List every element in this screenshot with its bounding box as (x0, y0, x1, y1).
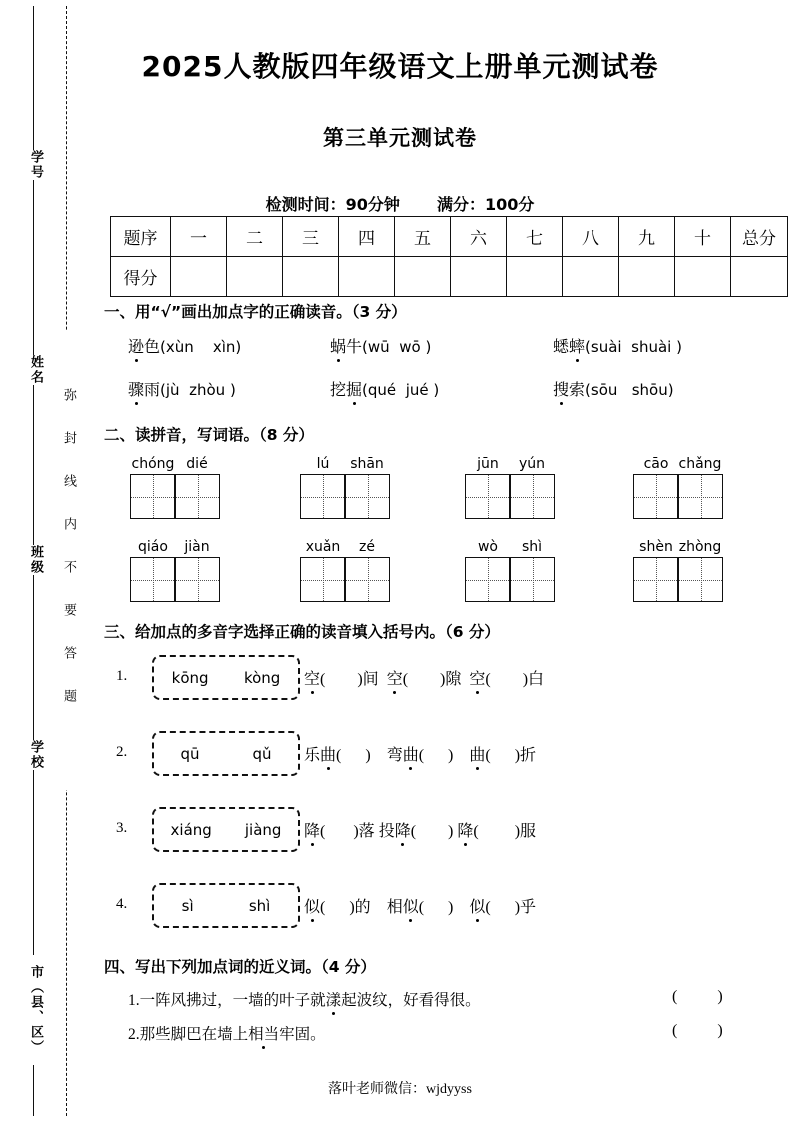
q1-pinyin-b-4[interactable]: zhòu (189, 381, 226, 399)
q3-post-2-3: 折 (520, 747, 537, 764)
q1-pinyin-a-1[interactable]: xùn (165, 338, 194, 356)
field-student-id: 学号 (25, 150, 42, 180)
q1-word-pre-5: 挖 (330, 382, 347, 399)
tianzige-cell[interactable] (633, 474, 678, 519)
q2-grid-1[interactable] (130, 474, 220, 519)
score-col-total: 总分 (731, 217, 788, 257)
q3-item-1-1[interactable]: 空( )间 (304, 666, 379, 689)
q3-dot-3-1: 降 (304, 818, 320, 841)
q2-syl-5b: jiàn (184, 539, 210, 555)
q1-dot-char-5: 掘 (346, 377, 362, 400)
score-col-2: 二 (227, 217, 283, 257)
section-2-heading: 二、读拼音，写词语。（8 分） (104, 426, 314, 444)
q2-word-3[interactable] (465, 455, 555, 519)
q1-pinyin-a-2[interactable]: wū (367, 338, 390, 356)
footer-wechat-id: wjdyyss (426, 1082, 472, 1097)
score-cell-7[interactable] (507, 257, 563, 297)
q3-options-2[interactable] (152, 731, 300, 776)
score-col-10: 十 (675, 217, 731, 257)
q3-post-1-3: 白 (528, 671, 545, 688)
q3-post-1-1: 间 (362, 671, 379, 688)
q3-options-1[interactable] (152, 655, 300, 700)
q2-word-6[interactable] (300, 538, 390, 602)
q3-post-1-2: 隙 (445, 671, 462, 688)
q2-syl-4b: chǎng (678, 456, 722, 472)
q1-word-pre-3: 蟋 (553, 339, 570, 356)
q2-pinyin-1 (130, 455, 220, 474)
score-col-3: 三 (283, 217, 339, 257)
q2-syl-4a: cāo (643, 456, 669, 472)
q3-items-4 (304, 894, 536, 917)
q3-item-2-2[interactable]: 弯曲( ) (387, 742, 454, 765)
q2-syl-1a: chóng (131, 456, 175, 472)
q4-dot-2: 相当 (248, 1022, 279, 1044)
q1-dot-char-3: 蟀 (569, 334, 585, 357)
q4-pre-1: 一阵风拂过，一墙的叶子就 (139, 992, 326, 1009)
footer-label: 落叶老师微信： (328, 1082, 427, 1097)
score-col-8: 八 (563, 217, 619, 257)
q1-item-2[interactable]: 蜗牛(wū wō ) (330, 334, 431, 357)
q3-pre-2-1: 乐 (304, 747, 321, 764)
q3-num-1: 1. (116, 668, 128, 684)
q4-answer-2[interactable]: ( ) (672, 1022, 723, 1039)
q3-post-3-1: 落 (358, 823, 375, 840)
q3-item-4-2[interactable]: 相似( ) (387, 894, 454, 917)
q2-syl-2b: shān (350, 456, 384, 472)
footer (0, 1078, 800, 1098)
q2-syl-7b: shì (521, 539, 543, 555)
q1-item-4[interactable]: 骤雨(jù zhòu ) (128, 377, 236, 400)
seal-line-text: 弥封线内不要答题 (58, 330, 75, 790)
score-col-6: 六 (451, 217, 507, 257)
field-school: 学校 (25, 740, 42, 770)
q1-item-3[interactable]: 蟋蟀(suài shuài ) (553, 334, 682, 357)
q3-dot-2-1: 曲 (320, 742, 336, 765)
q3-option-a-1[interactable]: kōng (171, 668, 209, 687)
q1-dot-char-2: 蜗 (330, 334, 346, 357)
tianzige-cell[interactable] (465, 557, 510, 602)
q2-pinyin-5 (130, 538, 220, 557)
q4-post-1: 起波纹，好看得很。 (341, 992, 481, 1009)
q3-items-3 (304, 818, 536, 841)
q3-item-2-3[interactable]: 曲( )折 (469, 742, 536, 765)
q2-grid-8[interactable] (633, 557, 723, 602)
section-3-heading: 三、给加点的多音字选择正确的读音填入括号内。（6 分） (104, 623, 500, 641)
q3-num-4: 4. (116, 896, 128, 912)
q3-dot-2-2: 曲 (403, 742, 419, 765)
score-table (110, 216, 788, 297)
score-cell-3[interactable] (283, 257, 339, 297)
score-cell-8[interactable] (563, 257, 619, 297)
q3-item-3-1[interactable]: 降( )落 (304, 818, 375, 841)
q3-dot-4-3: 似 (469, 894, 485, 917)
binding-margin (0, 0, 100, 1122)
q1-pinyin-a-3[interactable]: suài (590, 338, 622, 356)
q3-option-b-3[interactable]: jiàng (244, 820, 282, 839)
q2-syl-8b: zhòng (678, 539, 722, 555)
q2-grid-5[interactable] (130, 557, 220, 602)
q2-syl-8a: shèn (639, 539, 673, 555)
q1-item-5[interactable]: 挖掘(qué jué ) (330, 377, 439, 400)
q1-pinyin-b-2[interactable]: wō (399, 338, 421, 356)
tianzige-cell[interactable] (678, 557, 723, 602)
q3-options-3[interactable] (152, 807, 300, 852)
q1-word-rest-4: 雨 (144, 382, 161, 399)
q3-dot-3-3: 降 (457, 818, 473, 841)
q2-syl-7a: wò (477, 539, 498, 555)
q4-post-2: 牢固。 (279, 1026, 326, 1043)
table-row-header (111, 217, 788, 257)
q2-syl-6b: zé (359, 539, 375, 555)
q2-syl-6a: xuǎn (305, 539, 341, 555)
score-cell-6[interactable] (451, 257, 507, 297)
q1-pinyin-a-6[interactable]: sōu (590, 381, 618, 399)
q3-dot-1-2: 空 (387, 666, 403, 689)
q2-word-7[interactable] (465, 538, 555, 602)
q3-dot-1-3: 空 (469, 666, 485, 689)
q4-num-1: 1. (128, 992, 140, 1009)
q3-option-a-2[interactable]: qū (180, 744, 200, 763)
q4-pre-2: 那些脚巴在墙上 (139, 1026, 249, 1043)
score-col-4: 四 (339, 217, 395, 257)
q2-word-1[interactable] (130, 455, 220, 519)
score-col-1: 一 (171, 217, 227, 257)
score-col-9: 九 (619, 217, 675, 257)
tianzige-cell[interactable] (510, 474, 555, 519)
tianzige-cell[interactable] (465, 474, 510, 519)
q4-dot-1: 漾 (326, 988, 342, 1010)
page-title: 2025人教版四年级语文上册单元测试卷 (141, 50, 659, 83)
score-cell-10[interactable] (675, 257, 731, 297)
q2-syl-3a: jūn (477, 456, 499, 472)
q3-item-3-3[interactable]: 降( )服 (457, 818, 536, 841)
q2-word-2[interactable] (300, 455, 390, 519)
exam-total: 满分：100分 (437, 195, 535, 214)
field-name: 姓名 (25, 355, 42, 385)
field-class: 班级 (25, 545, 42, 575)
q1-word-rest-6: 索 (569, 382, 586, 399)
q3-option-a-3[interactable]: xiáng (170, 820, 212, 839)
q2-pinyin-3 (465, 455, 555, 474)
q3-num-2: 2. (116, 744, 128, 760)
tianzige-cell[interactable] (300, 474, 345, 519)
q3-items-2 (304, 742, 536, 765)
tianzige-cell[interactable] (510, 557, 555, 602)
q3-item-2-1[interactable]: 乐曲( ) (304, 742, 371, 765)
q3-num-3: 3. (116, 820, 128, 836)
q3-option-a-4[interactable]: sì (181, 896, 194, 915)
q2-pinyin-7 (465, 538, 555, 557)
q1-pinyin-b-1[interactable]: xìn (212, 338, 236, 356)
q3-post-3-3: 服 (520, 823, 537, 840)
q2-word-4[interactable] (633, 455, 723, 519)
q4-line-2 (128, 1022, 326, 1044)
score-cell-9[interactable] (619, 257, 675, 297)
q2-syl-1b: dié (186, 456, 208, 472)
q2-syl-2a: lú (316, 456, 330, 472)
q4-num-2: 2. (128, 1026, 140, 1043)
q3-pre-4-2: 相 (386, 899, 403, 916)
tianzige-cell[interactable] (130, 474, 175, 519)
q3-dot-2-3: 曲 (469, 742, 485, 765)
q3-item-4-3[interactable]: 似( )乎 (469, 894, 536, 917)
q3-item-1-3[interactable]: 空( )白 (469, 666, 544, 689)
exam-time: 检测时间：90分钟 (265, 195, 400, 214)
q3-dot-4-2: 似 (403, 894, 419, 917)
q4-answer-1[interactable]: ( ) (672, 988, 723, 1005)
tianzige-cell[interactable] (300, 557, 345, 602)
q3-dot-4-1: 似 (304, 894, 320, 917)
q3-item-4-1[interactable]: 似( )的 (304, 894, 371, 917)
q3-post-4-1: 的 (354, 899, 371, 916)
score-cell-4[interactable] (339, 257, 395, 297)
tianzige-cell[interactable] (633, 557, 678, 602)
q2-syl-5a: qiáo (138, 539, 168, 555)
q2-pinyin-4 (633, 455, 723, 474)
q3-option-b-2[interactable]: qǔ (252, 744, 272, 763)
score-table-label-1: 题序 (111, 217, 171, 257)
q1-pinyin-a-5[interactable]: qué (367, 381, 397, 399)
score-cell-1[interactable] (171, 257, 227, 297)
tianzige-cell[interactable] (130, 557, 175, 602)
q1-pinyin-a-4[interactable]: jù (165, 381, 180, 399)
q1-dot-char-1: 逊 (128, 334, 144, 357)
q3-options-4[interactable] (152, 883, 300, 928)
q3-option-b-1[interactable]: kòng (243, 668, 281, 687)
score-col-7: 七 (507, 217, 563, 257)
tianzige-cell[interactable] (175, 557, 220, 602)
table-row-scores (111, 257, 788, 297)
q3-item-1-2[interactable]: 空( )隙 (387, 666, 462, 689)
section-4-heading: 四、写出下列加点词的近义词。（4 分） (104, 958, 376, 976)
q2-pinyin-8 (633, 538, 723, 557)
page-subtitle: 第三单元测试卷 (323, 126, 477, 150)
q3-items-1 (304, 666, 544, 689)
q3-post-4-3: 乎 (520, 899, 537, 916)
score-cell-2[interactable] (227, 257, 283, 297)
q1-pinyin-b-5[interactable]: jué (405, 381, 429, 399)
exam-info (0, 192, 800, 215)
q1-word-rest-1: 色 (144, 339, 161, 356)
field-city: 市（县、区） (25, 955, 42, 1065)
q2-pinyin-2 (300, 455, 390, 474)
q2-grid-4[interactable] (633, 474, 723, 519)
q3-dot-1-1: 空 (304, 666, 320, 689)
q3-item-3-2[interactable]: 投降( ) (379, 818, 454, 841)
q1-word-rest-2: 牛 (346, 339, 363, 356)
q2-word-8[interactable] (633, 538, 723, 602)
q1-dot-char-4: 骤 (128, 377, 144, 400)
q3-dot-3-2: 降 (395, 818, 411, 841)
q2-pinyin-6 (300, 538, 390, 557)
tianzige-cell[interactable] (175, 474, 220, 519)
q2-grid-6[interactable] (300, 557, 390, 602)
q3-option-b-4[interactable]: shì (248, 896, 271, 915)
q2-syl-3b: yún (518, 456, 546, 472)
q3-pre-3-2: 投 (378, 823, 395, 840)
q3-pre-2-2: 弯 (386, 747, 403, 764)
q4-line-1 (128, 988, 481, 1010)
tianzige-cell[interactable] (678, 474, 723, 519)
q1-item-1[interactable]: 逊色(xùn xìn) (128, 334, 241, 357)
q2-grid-3[interactable] (465, 474, 555, 519)
q2-grid-2[interactable] (300, 474, 390, 519)
score-cell-5[interactable] (395, 257, 451, 297)
score-col-5: 五 (395, 217, 451, 257)
q2-grid-7[interactable] (465, 557, 555, 602)
q2-word-5[interactable] (130, 538, 220, 602)
q1-item-6[interactable]: 搜索(sōu shōu) (553, 377, 674, 400)
section-1-heading: 一、用“√”画出加点字的正确读音。（3 分） (104, 303, 407, 321)
tianzige-cell[interactable] (345, 474, 390, 519)
tianzige-cell[interactable] (345, 557, 390, 602)
score-table-label-2: 得分 (111, 257, 171, 297)
q1-pinyin-b-3[interactable]: shuài (631, 338, 672, 356)
q1-pinyin-b-6[interactable]: shōu (631, 381, 668, 399)
score-cell-total[interactable] (731, 257, 788, 297)
q1-dot-char-6: 搜 (553, 377, 569, 400)
